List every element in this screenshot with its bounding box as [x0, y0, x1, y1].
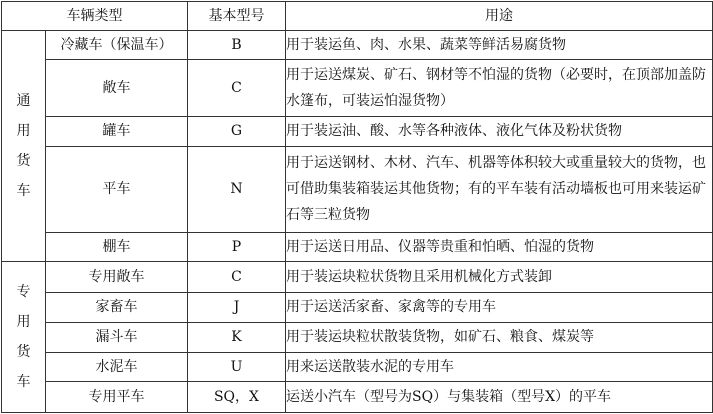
header-vehicle-type: 车辆类型 — [2, 2, 188, 31]
table-row — [2, 382, 713, 413]
table-row — [2, 232, 713, 262]
vehicle-name: 敞车 — [46, 59, 188, 116]
vehicle-code: P — [188, 232, 286, 262]
vehicle-code: G — [188, 117, 286, 147]
table-row — [2, 117, 713, 147]
vehicle-use: 用于运送煤炭、矿石、钢材等不怕湿的货物（必要时，在顶部加盖防水篷布，可装运怕湿货物） — [286, 59, 713, 116]
group-general-wagon — [2, 31, 46, 262]
vehicle-code: SQ，X — [188, 382, 286, 413]
vehicle-use: 用于装运块粒状散装货物，如矿石、粮食、煤炭等 — [286, 322, 713, 352]
vehicle-name: 冷藏车（保温车） — [46, 31, 188, 60]
vehicle-name: 罐车 — [46, 117, 188, 147]
table-row — [2, 31, 713, 60]
vehicle-code: B — [188, 31, 286, 60]
table-row — [2, 352, 713, 382]
vehicle-name: 专用平车 — [46, 382, 188, 413]
table-row — [2, 322, 713, 352]
header-row — [2, 2, 713, 31]
vehicle-code: J — [188, 293, 286, 323]
vehicle-name: 棚车 — [46, 232, 188, 262]
table-row — [2, 262, 713, 293]
wagon-types-table — [1, 1, 713, 413]
vehicle-name: 专用敞车 — [46, 262, 188, 293]
vehicle-use: 用于运送日用品、仪器等贵重和怕晒、怕湿的货物 — [286, 232, 713, 262]
vehicle-code: U — [188, 352, 286, 382]
vehicle-name: 平车 — [46, 146, 188, 232]
vehicle-use: 用于装运块粒状货物且采用机械化方式装卸 — [286, 262, 713, 293]
group-special-wagon — [2, 262, 46, 413]
header-basic-code: 基本型号 — [188, 2, 286, 31]
vehicle-name: 水泥车 — [46, 352, 188, 382]
group-label: 专用货车 — [16, 284, 31, 391]
vehicle-use: 用于运送活家畜、家禽等的专用车 — [286, 293, 713, 323]
table-row — [2, 146, 713, 232]
vehicle-code: C — [188, 59, 286, 116]
vehicle-use: 用来运送散装水泥的专用车 — [286, 352, 713, 382]
vehicle-use: 用于装运鱼、肉、水果、蔬菜等鲜活易腐货物 — [286, 31, 713, 60]
vehicle-use: 用于运送钢材、木材、汽车、机器等体积较大或重量较大的货物，也可借助集装箱装运其他货物；有的平车装有活动墙板也可用来装运矿石等三粒货物 — [286, 146, 713, 232]
vehicle-code: N — [188, 146, 286, 232]
vehicle-code: K — [188, 322, 286, 352]
header-usage: 用途 — [286, 2, 713, 31]
vehicle-name: 家畜车 — [46, 293, 188, 323]
table-row — [2, 59, 713, 116]
vehicle-name: 漏斗车 — [46, 322, 188, 352]
vehicle-use: 运送小汽车（型号为SQ）与集装箱（型号X）的平车 — [286, 382, 713, 413]
vehicle-code: C — [188, 262, 286, 293]
table-row — [2, 293, 713, 323]
vehicle-use: 用于装运油、酸、水等各种液体、液化气体及粉状货物 — [286, 117, 713, 147]
group-label: 通用货车 — [16, 93, 31, 200]
